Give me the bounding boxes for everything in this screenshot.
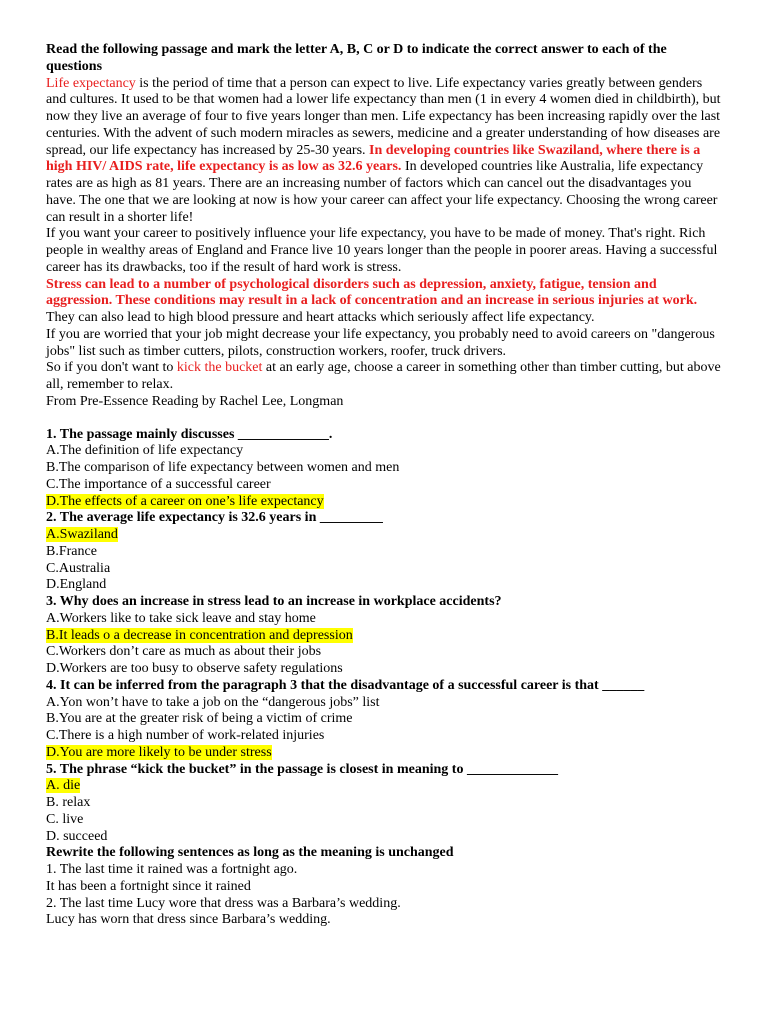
passage-paragraph-4: If you are worried that your job might decrease your life expectancy, you probably need to avoid careers on "dangerous jobs" list such as timber cutters, pilots, construction workers, roofer, truck drivers. xyxy=(46,326,715,359)
answer-option[interactable] xyxy=(46,460,722,477)
option-text: A.Workers like to take sick leave and stay home xyxy=(46,610,316,626)
answer-option[interactable] xyxy=(46,561,722,578)
question-stem: 4. It can be inferred from the paragraph 3 that the disadvantage of a successful career is that ______ xyxy=(46,677,645,693)
question-block xyxy=(46,427,722,511)
passage-p1-emphasis: In developing countries like Swaziland, where there is a high HIV/ AIDS rate, life expectancy is as low as 32.6 years. xyxy=(46,142,701,175)
option-text: C.There is a high number of work-related injuries xyxy=(46,728,325,743)
answer-option[interactable] xyxy=(46,829,722,846)
passage-p3-text: They can also lead to high blood pressure and heart attacks which seriously affect life expectancy. xyxy=(46,310,595,325)
idiom-kick-the-bucket: kick the bucket xyxy=(176,360,263,376)
passage-paragraph-1 xyxy=(46,76,722,227)
option-text: C. live xyxy=(46,811,84,827)
option-text: B.France xyxy=(46,543,97,559)
option-text: C.The importance of a successful career xyxy=(46,476,271,492)
highlighted-answer: B.It leads o a decrease in concentration and depression xyxy=(46,627,353,643)
option-text: D.Workers are too busy to observe safety regulations xyxy=(46,661,343,676)
highlighted-answer: A.Swaziland xyxy=(46,527,118,542)
rewrite-line: 1. The last time it rained was a fortnight ago. xyxy=(46,862,298,877)
question-block xyxy=(46,594,722,678)
answer-option[interactable] xyxy=(46,544,722,561)
option-text: B. relax xyxy=(46,795,91,810)
question-stem: 3. Why does an increase in stress lead to an increase in workplace accidents? xyxy=(46,594,502,609)
answer-option[interactable] xyxy=(46,795,722,812)
option-text: A.Yon won’t have to take a job on the “dangerous jobs” list xyxy=(46,694,380,710)
passage-source: From Pre-Essence Reading by Rachel Lee, Longman xyxy=(46,393,344,409)
document-page xyxy=(46,42,722,929)
option-text: B.The comparison of life expectancy between women and men xyxy=(46,460,400,475)
question-block xyxy=(46,510,722,594)
rewrite-line: It has been a fortnight since it rained xyxy=(46,878,251,894)
question-stem: 1. The passage mainly discusses _____________. xyxy=(46,426,333,442)
answer-option[interactable] xyxy=(46,728,722,745)
answer-option[interactable] xyxy=(46,628,722,645)
rewrite-heading: Rewrite the following sentences as long as the meaning is unchanged xyxy=(46,845,454,861)
rewrite-list xyxy=(46,862,722,929)
answer-option[interactable] xyxy=(46,527,722,544)
term-life-expectancy: Life expectancy xyxy=(46,75,136,91)
question-block xyxy=(46,678,722,762)
passage-p5-after: at an early age, choose a career in something other than timber cutting, but above all, remember to relax. xyxy=(46,360,721,392)
option-text: C.Australia xyxy=(46,560,111,576)
rewrite-line: Lucy has worn that dress since Barbara’s wedding. xyxy=(46,912,331,928)
question-stem: 2. The average life expectancy is 32.6 years in _________ xyxy=(46,510,383,526)
highlighted-answer: A. die xyxy=(46,778,81,794)
answer-option[interactable] xyxy=(46,477,722,494)
passage-p1-text: is the period of time that a person can expect to live. Life expectancy varies greatly between genders and cultures. It used to be that women had a lower life expectancy than men (1 in every 4 women died in childbirth), but now they live an average of four to five years longer than men. Life expectancy has been increasing rapidly over the last centuries. With the advent of such modern miracles as sewers, medicine and a greater understanding of how diseases are spread, our life expectancy has increased by 25-30 years. xyxy=(46,75,721,158)
question-stem: 5. The phrase “kick the bucket” in the passage is closest in meaning to _____________ xyxy=(46,761,558,777)
answer-option[interactable] xyxy=(46,745,722,762)
option-text: D. succeed xyxy=(46,828,108,844)
answer-option[interactable] xyxy=(46,577,722,594)
option-text: A.The definition of life expectancy xyxy=(46,443,244,459)
answer-option[interactable] xyxy=(46,443,722,460)
answer-option[interactable] xyxy=(46,778,722,795)
answer-option[interactable] xyxy=(46,711,722,728)
answer-option[interactable] xyxy=(46,695,722,712)
passage-p3-emphasis: Stress can lead to a number of psychological disorders such as depression, anxiety, fatigue, tension and aggression. These conditions may result in a lack of concentration and an increase in serious injuries at work. xyxy=(46,276,698,309)
answer-option[interactable] xyxy=(46,494,722,511)
option-text: D.England xyxy=(46,577,107,593)
questions-list xyxy=(46,427,722,846)
passage-paragraph-3 xyxy=(46,277,722,327)
answer-option[interactable] xyxy=(46,611,722,628)
answer-option[interactable] xyxy=(46,812,722,829)
passage-p1-text2: In developed countries like Australia, life expectancy rates are as high as 81 years. There are an increasing number of factors which can cancel out the disadvantages you have. The one that we are looking at now is how your career can affect your life expectancy. Choosing the wrong career can result in a shorter life! xyxy=(46,159,718,225)
rewrite-line: 2. The last time Lucy wore that dress was a Barbara’s wedding. xyxy=(46,895,401,911)
highlighted-answer: D.You are more likely to be under stress xyxy=(46,744,272,760)
passage-paragraph-2: If you want your career to positively influence your life expectancy, you have to be made of money. That's right. Rich people in wealthy areas of England and France live 10 years longer than the people in poorer areas. Having a successful career has its drawbacks, too if the result of hard work is stress. xyxy=(46,226,718,275)
answer-option[interactable] xyxy=(46,661,722,678)
passage-p5-before: So if you don't want to xyxy=(46,360,177,376)
question-block xyxy=(46,762,722,846)
option-text: C.Workers don’t care as much as about their jobs xyxy=(46,644,322,660)
passage-paragraph-5 xyxy=(46,360,722,394)
answer-option[interactable] xyxy=(46,644,722,661)
option-text: B.You are at the greater risk of being a victim of crime xyxy=(46,711,353,727)
spacer xyxy=(46,411,722,427)
instructions: Read the following passage and mark the letter A, B, C or D to indicate the correct answer to each of the questions xyxy=(46,42,667,74)
highlighted-answer: D.The effects of a career on one’s life expectancy xyxy=(46,493,324,509)
